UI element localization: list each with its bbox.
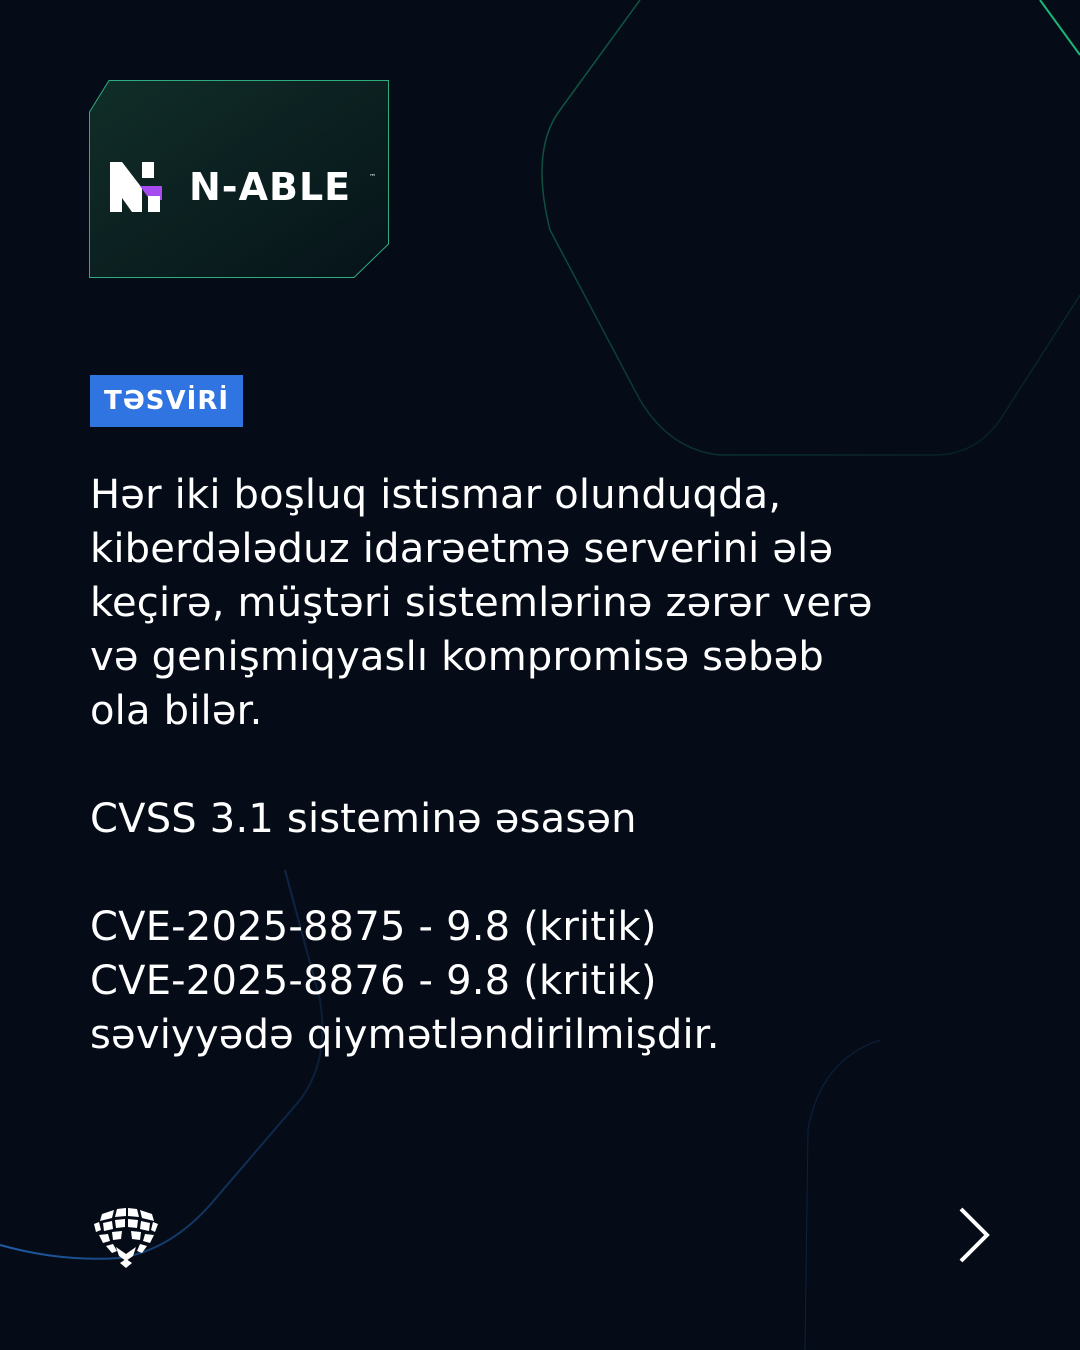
brand-name: N-ABLE xyxy=(189,165,352,209)
description-line: Hər iki boşluq istismar olunduqda, xyxy=(90,472,782,518)
section-badge: TƏSVİRİ xyxy=(90,375,243,427)
description-line: və genişmiqyaslı kompromisə səbəb xyxy=(90,634,825,680)
trademark: ™ xyxy=(369,173,376,181)
description-line: ola bilər. xyxy=(90,688,263,734)
n-able-logo-icon xyxy=(110,162,162,212)
cve-entry: CVE-2025-8875 - 9.8 (kritik) xyxy=(90,904,657,950)
shield-icon xyxy=(92,1206,160,1270)
description-paragraph xyxy=(90,468,1020,738)
arrow-right-icon[interactable] xyxy=(905,1205,991,1265)
description-line: kiberdələduz idarəetmə serverini ələ xyxy=(90,526,834,572)
cvss-closing: səviyyədə qiymətləndirilmişdir. xyxy=(90,1012,720,1058)
cvss-intro-paragraph xyxy=(90,792,1020,846)
description-line: keçirə, müştəri sistemlərinə zərər verə xyxy=(90,580,873,626)
cvss-intro: CVSS 3.1 sisteminə əsasən xyxy=(90,796,637,842)
cve-entry: CVE-2025-8876 - 9.8 (kritik) xyxy=(90,958,657,1004)
cve-list xyxy=(90,900,1020,1062)
